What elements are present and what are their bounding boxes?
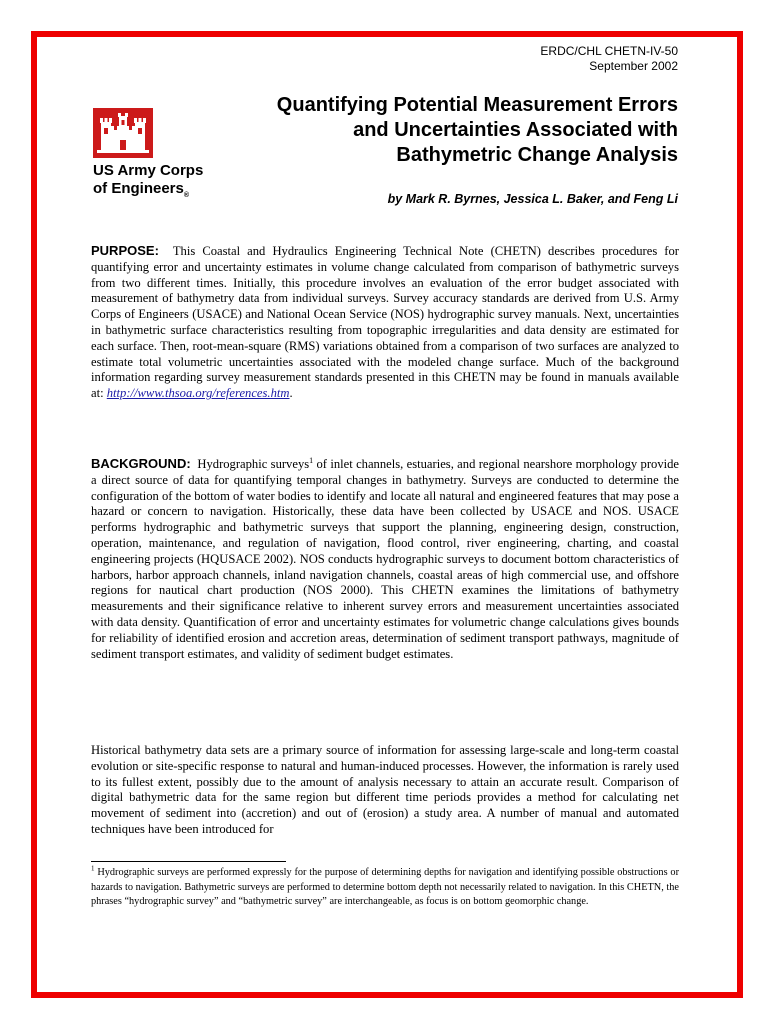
report-number: ERDC/CHL CHETN-IV-50 — [540, 44, 678, 58]
report-header — [540, 44, 678, 74]
background-heading: BACKGROUND: — [91, 456, 191, 471]
org-line-1: US Army Corps — [93, 162, 204, 179]
purpose-heading: PURPOSE: — [91, 243, 159, 258]
historical-paragraph: Historical bathymetry data sets are a primary source of information for assessing large-scale and long-term coastal evolution or site-specific response to natural and human-induced processes. However, the information is rarely used to its fullest extent, possibly due to the amount of analysis necessary to attain an accurate result. Comparison of digital bathymetric data for the same region but different time periods provides a method for calculating net movement of sediment into (accretion) and out of (erosion) a study area. A number of manual and automated techniques have been introduced for — [91, 743, 679, 836]
authors-line: by Mark R. Byrnes, Jessica L. Baker, and Feng Li — [387, 192, 678, 206]
registered-mark: ® — [183, 192, 190, 199]
castle-icon — [93, 108, 153, 158]
background-text: of inlet channels, estuaries, and regional nearshore morphology provide a direct source of data for quantifying temporal changes in bathymetry. Surveys are conducted to determine the configuration of the bottom of water bodies to identify and locate all natural and engineered features that may pose a hazard or concern to navigation. Historically, these data have been collected by USACE and NOS. USACE performs hydrographic and bathymetric surveys that support the planning, engineering design, construction, operation, maintenance, and regulation of navigation, flood control, river engineering, charting, and coastal engineering projects (HQUSACE 2002). NOS conducts hydrographic surveys to document bottom characteristics of harbors, harbor approach channels, inland navigation channels, coastal areas of high commercial use, and offshore regions for nautical chart production (NOS 2000). This CHETN examines the limitations of bathymetry measurements and their significance relative to inherent survey errors and measurement uncertainties associated with data density. Quantification of error and uncertainty estimates for volumetric change calculations gives bounds for reliability of identified erosion and accretion areas, determination of sediment transport pathways, magnitude of sediment transport estimates, and validity of sediment budget estimates. — [91, 457, 680, 661]
footnote-number: 1 — [91, 864, 95, 873]
background-paragraph — [91, 456, 679, 662]
org-line-2: of Engineers — [93, 180, 184, 197]
organization-name — [93, 162, 203, 205]
footnote-text: Hydrographic surveys are performed expressly for the purpose of determining depths for navigation and identifying possible obstructions or hazards to navigation. Bathymetric surveys are performed to determine bottom depth not necessarily related to navigation. In this CHETN, the phrases “hydrographic survey” and “bathymetric survey” are interchangeable, as focus is on bottom geomorphic change. — [91, 867, 679, 907]
background-text-start: Hydrographic surveys — [197, 457, 310, 471]
document-title: Quantifying Potential Measurement Errors and Uncertainties Associated with Bathymetric Change Analysis — [276, 94, 678, 166]
footnote-reference[interactable]: 1 — [309, 455, 314, 465]
footnote — [91, 866, 679, 910]
purpose-period: . — [289, 386, 293, 401]
purpose-paragraph — [91, 243, 679, 402]
footnote-divider — [91, 861, 286, 862]
report-date: September 2002 — [589, 59, 678, 73]
purpose-text: This Coastal and Hydraulics Engineering Technical Note (CHETN) describes procedures for quantifying error and uncertainty estimates in volume change calculated from comparison of bathymetric surveys from two different times. Initially, this procedure involves an evaluation of the error budget associated with measurement of bathymetry data from individual surveys. Survey accuracy standards are derived from U.S. Army Corps of Engineers (USACE) and National Ocean Service (NOS) hydrographic survey manuals. Next, uncertainties in bathymetric surface characteristics resulting from topographic irregularities and data density are estimated for each surface. Then, root-mean-square (RMS) variations obtained from a comparison of two surfaces are analyzed to estimate total volumetric uncertainties associated with the modeled change surface. Much of the background information regarding survey measurement standards presented in this CHETN may be found in manuals available at: — [91, 244, 679, 401]
references-link[interactable]: http://www.thsoa.org/references.htm — [106, 386, 290, 401]
